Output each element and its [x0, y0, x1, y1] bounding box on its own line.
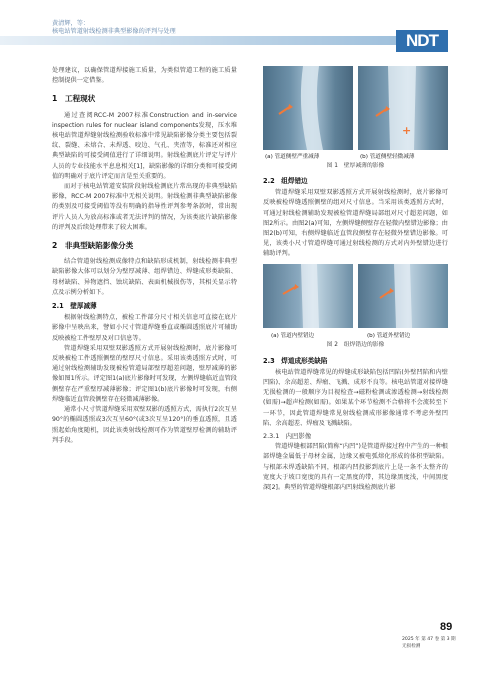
figure-2b-label: (b) 管道外壁错边 [367, 332, 411, 339]
section-2-1-paragraph-2: 管道焊缝采用双壁双影透照方式开展射线检测时，底片影像可反映被检工件透照侧壁的壁厚尺寸信息。采用该类透照方式时，可通过射线检测辅助发现被检管道局部壁厚超差问题，壁厚减薄的影像如图1所示。评定图1(a)底片影像时可发现，左侧焊缝临近直管段侧壁存在严重壁厚减薄影像；评定图1(b)底片影像时可发现，右侧焊缝临近直管段侧壁存在轻微减薄影像。 [52, 344, 237, 403]
journal-issue: 2025 年 第 47 卷 第 3 期 [402, 637, 456, 642]
section-2-2-paragraph-1: 管道焊缝采用双壁双影透照方式开展射线检测时，底片影像可反映被检焊缝透照侧壁的组对尺寸信息。当采用该类透照方式时，可通过射线检测辅助发现被检管道焊缝局部组对尺寸超差问题，如图2所示。由图2(a)可知，左侧焊缝侧壁存在轻微内壁错边影像；由图2(b)可知，右侧焊缝临近直管段侧壁存在轻微外壁错边影像。可见，该类小尺寸管道焊缝可通过射线检测的方式对内外壁错边进行辅助评判。 [263, 189, 448, 258]
section-2-1-paragraph-3: 通常小尺寸管道焊缝采用双壁双影的透照方式，需执行2次互呈90°的椭圆透照或3次互呈60°(或3次互呈120°)的垂直透照，且透照起始角度随机，因此该类射线检测可作为管道壁厚检测的辅助评判手段。 [52, 406, 237, 444]
section-2-3-1-paragraph-1: 管道焊缝根部凹陷(简称“内凹”)是管道焊接过程中产生的一种根部焊缝金属低于母材金属，边缘又被电弧熔化形成的体积型缺陷。与根部未焊透缺陷不同，根部内凹投影到底片上是一条不太整齐的宽度大于坡口宽度的具有一定黑度的带，其边缘黑度浅，中间黑度深[2]。典型的管道焊缝根部内凹射线检测底片影 [263, 443, 448, 492]
left-column [52, 66, 237, 446]
section-2-heading: 2 非典型缺陷影像分类 [52, 241, 134, 251]
header-authors: 黄清辉，等： [52, 20, 90, 27]
figure-2a-label: (a) 管道内壁错边 [271, 332, 315, 339]
section-1-heading: 1 工程现状 [52, 94, 96, 104]
figure-1b-marker: + [402, 124, 412, 137]
figure-2-caption: 图 2 组焊错边的影像 [326, 341, 385, 348]
figure-2b-image [358, 264, 448, 328]
page-header [0, 0, 480, 62]
figure-1a-label: (a) 管道侧壁严重减薄 [265, 154, 320, 160]
journal-name: 无损检测 [402, 644, 421, 649]
section-2-1-heading: 2.1 壁厚减薄 [52, 302, 97, 311]
figure-1a-image [263, 66, 353, 150]
section-2-3-paragraph-1: 核电站管道焊缝常见的焊缝成形缺陷包括凹陷(外壁凹陷和内壁凹陷)、余高超差、焊瘤、飞溅、成形不良等。核电站管道对接焊缝无损检测的一般顺序为目视检查→磁粉检测或渗透检测→射线检测(如需)→超声检测(如需)。如果某个环节检测不合格将不会流转至下一环节，因此管道焊缝常见射线检测成形影像通常不考虑外壁凹陷、余高超差、焊瘤及飞溅缺陷。 [263, 368, 448, 427]
figure-1 [263, 66, 448, 170]
section-2-paragraph-1: 结合管道射线检测成像特点和缺陷形成机制，射线检测非典型缺陷影像大体可以划分为壁厚减薄、组焊错边、焊缝成形类缺陷、母材缺陷、异物遮挡、蚀坑缺陷、表面机械损伤等，其相关显示特点及示例分析如下。 [52, 258, 237, 296]
intro-paragraph: 处理建议，以确保管道焊接施工质量，为类似管道工程的施工质量控制提供一定借鉴。 [52, 67, 237, 85]
page-number: 89 [440, 621, 453, 633]
figure-1b-image [358, 66, 448, 150]
section-1-paragraph-1: 通过查阅RCC-M 2007标准Construction and in-service inspection rules for nuclear island components发现，压水堆核电站管道焊缝射线检测验收标准中常见缺陷影像分类主要包括裂纹、裂缝、未熔合、未焊透、咬边、气孔、夹渣等，标准还对相应典型缺陷的可接受阈值进行了详细说明。射线检测底片评定与评片人员的专业技能水平息息相关[1]，缺陷影像的详细分类和可接受阈值的明确对于底片评定而言是至关重要的。 [52, 111, 237, 180]
section-2-1-paragraph-1: 根据射线检测特点，被检工件部分尺寸相关信息可直接在底片影像中呈映出来，譬如小尺寸管道焊缝垂直或椭圆透照底片可辅助反映被检工件壁厚及对口信息等。 [52, 314, 237, 342]
section-1-paragraph-2: 而对于核电站管道安装阶段射线检测底片常出现的非典型缺陷影像，RCC-M 2007标准中无相关说明。射线检测非典型缺陷影像的类别及可接受阈值等没有明确的指导性评判参考条款时，常出现评片人员人为放高标准或者无法评判的情况，为该类底片缺陷影像的评判及后续处理带来了较大困难。 [52, 183, 237, 231]
figure-1-caption: 图 1 壁厚减薄的影像 [326, 163, 385, 169]
section-2-3-heading: 2.3 焊道成形类缺陷 [263, 356, 328, 365]
header-title: 核电站管道射线检测非典型影像的评判与处理 [52, 28, 176, 35]
section-2-2-heading: 2.2 组焊错边 [263, 177, 308, 185]
figure-2a-image [263, 264, 353, 328]
right-column [263, 66, 448, 493]
figure-1b-label: (b) 管道侧壁轻微减薄 [360, 154, 415, 160]
figure-2 [263, 264, 448, 350]
journal-logo: NDT [396, 30, 448, 52]
header-bar [0, 36, 400, 45]
section-2-3-1-heading: 2.3.1 内凹影像 [263, 432, 312, 441]
